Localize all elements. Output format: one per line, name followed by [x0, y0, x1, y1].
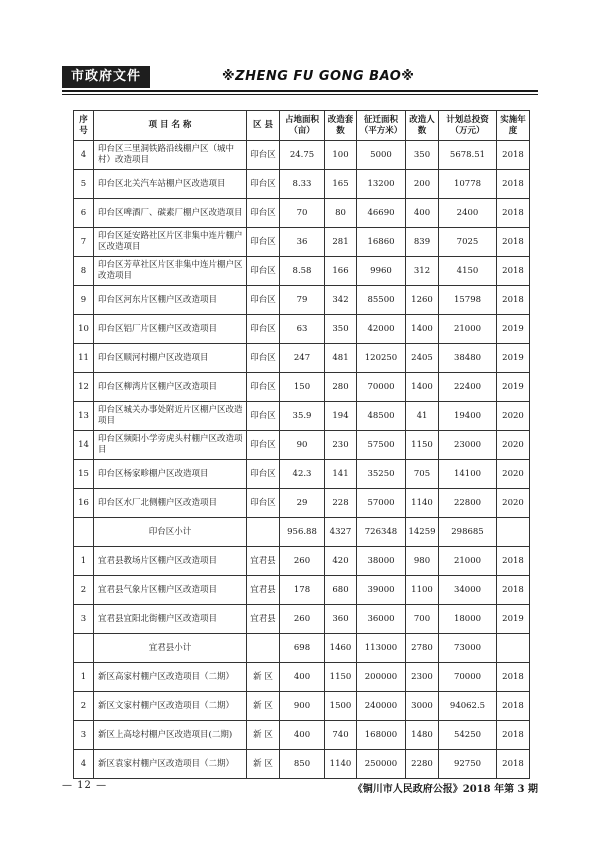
cell-year: 2018	[497, 170, 530, 199]
cell-district: 印台区	[247, 402, 280, 431]
cell-units: 281	[325, 228, 357, 257]
cell-people: 2780	[406, 634, 439, 663]
cell-people: 839	[406, 228, 439, 257]
page-header	[62, 66, 538, 88]
table-row	[74, 663, 530, 692]
cell-people: 1100	[406, 576, 439, 605]
section-tag: 市政府文件	[62, 66, 150, 88]
cell-name: 印台区城关办事处附近片区棚户区改造项目	[94, 402, 247, 431]
cell-area: 79	[280, 286, 325, 315]
cell-units: 360	[325, 605, 357, 634]
cell-area: 178	[280, 576, 325, 605]
table-row	[74, 344, 530, 373]
cell-district: 印台区	[247, 286, 280, 315]
cell-investment: 10778	[439, 170, 497, 199]
cell-year: 2020	[497, 489, 530, 518]
subtotal-row	[74, 634, 530, 663]
cell-people: 1260	[406, 286, 439, 315]
cell-people: 1140	[406, 489, 439, 518]
cell-people: 2300	[406, 663, 439, 692]
cell-units: 166	[325, 257, 357, 286]
cell-demolition: 35250	[357, 460, 406, 489]
cell-units: 165	[325, 170, 357, 199]
cell-name: 宜君县气象片区棚户区改造项目	[94, 576, 247, 605]
cell-district	[247, 634, 280, 663]
project-table	[73, 110, 530, 779]
cell-year: 2019	[497, 605, 530, 634]
cell-area: 247	[280, 344, 325, 373]
cell-no: 5	[74, 170, 94, 199]
cell-people: 2280	[406, 750, 439, 779]
cell-year	[497, 634, 530, 663]
cell-no: 16	[74, 489, 94, 518]
cell-investment: 73000	[439, 634, 497, 663]
cell-name: 印台区啤酒厂、碳素厂棚户区改造项目	[94, 199, 247, 228]
cell-year	[497, 518, 530, 547]
subtotal-label: 宜君县小计	[94, 634, 247, 663]
col-header-no: 序号	[74, 111, 94, 141]
table-body	[74, 141, 530, 779]
cell-people: 312	[406, 257, 439, 286]
gazette-title: ※ZHENG FU GONG BAO※	[222, 69, 415, 84]
cell-name: 宜君县宜阳北街棚户区改造项目	[94, 605, 247, 634]
cell-investment: 34000	[439, 576, 497, 605]
table-row	[74, 489, 530, 518]
cell-year: 2018	[497, 576, 530, 605]
cell-units: 420	[325, 547, 357, 576]
col-header-area: 占地面积（亩）	[280, 111, 325, 141]
cell-units: 1460	[325, 634, 357, 663]
cell-district: 新 区	[247, 663, 280, 692]
cell-area: 400	[280, 721, 325, 750]
cell-demolition: 42000	[357, 315, 406, 344]
cell-name: 印台区杨家畛棚户区改造项目	[94, 460, 247, 489]
cell-district: 宜君县	[247, 605, 280, 634]
cell-units: 342	[325, 286, 357, 315]
cell-investment: 21000	[439, 547, 497, 576]
cell-name: 印台区北关汽车站棚户区改造项目	[94, 170, 247, 199]
cell-no: 7	[74, 228, 94, 257]
cell-investment: 298685	[439, 518, 497, 547]
cell-area: 29	[280, 489, 325, 518]
cell-year: 2019	[497, 344, 530, 373]
table-row	[74, 605, 530, 634]
cell-name: 新区上高埝村棚户区改造项目(二期)	[94, 721, 247, 750]
table-header	[74, 111, 530, 141]
cell-no	[74, 634, 94, 663]
cell-demolition: 120250	[357, 344, 406, 373]
cell-year: 2019	[497, 315, 530, 344]
cell-year: 2020	[497, 460, 530, 489]
table-row	[74, 257, 530, 286]
cell-district: 印台区	[247, 373, 280, 402]
cell-investment: 15798	[439, 286, 497, 315]
cell-people: 400	[406, 199, 439, 228]
cell-year: 2018	[497, 663, 530, 692]
cell-investment: 4150	[439, 257, 497, 286]
cell-name: 印台区延安路社区片区非集中连片棚户区改造项目	[94, 228, 247, 257]
cell-demolition: 48500	[357, 402, 406, 431]
table-row	[74, 373, 530, 402]
cell-demolition: 57500	[357, 431, 406, 460]
cell-district: 印台区	[247, 257, 280, 286]
cell-people: 1400	[406, 315, 439, 344]
cell-people: 700	[406, 605, 439, 634]
cell-area: 400	[280, 663, 325, 692]
cell-demolition: 9960	[357, 257, 406, 286]
cell-area: 850	[280, 750, 325, 779]
cell-investment: 70000	[439, 663, 497, 692]
cell-investment: 94062.5	[439, 692, 497, 721]
cell-year: 2020	[497, 431, 530, 460]
cell-name: 新区文家村棚户区改造项目（二期）	[94, 692, 247, 721]
cell-no: 2	[74, 576, 94, 605]
table-row	[74, 199, 530, 228]
table-row	[74, 460, 530, 489]
cell-name: 印台区芳草社区片区非集中连片棚户区改造项目	[94, 257, 247, 286]
table-row	[74, 692, 530, 721]
cell-year: 2020	[497, 402, 530, 431]
cell-no: 6	[74, 199, 94, 228]
table-row	[74, 721, 530, 750]
cell-district: 印台区	[247, 228, 280, 257]
cell-investment: 92750	[439, 750, 497, 779]
cell-district	[247, 518, 280, 547]
cell-investment: 54250	[439, 721, 497, 750]
table-row	[74, 547, 530, 576]
cell-year: 2018	[497, 228, 530, 257]
cell-year: 2018	[497, 199, 530, 228]
cell-name: 新区袁家村棚户区改造项目（二期）	[94, 750, 247, 779]
cell-units: 100	[325, 141, 357, 170]
cell-district: 宜君县	[247, 576, 280, 605]
cell-people: 14259	[406, 518, 439, 547]
cell-investment: 5678.51	[439, 141, 497, 170]
cell-name: 印台区频阳小学旁虎头村棚户区改造项目	[94, 431, 247, 460]
cell-investment: 18000	[439, 605, 497, 634]
cell-demolition: 200000	[357, 663, 406, 692]
cell-demolition: 46690	[357, 199, 406, 228]
cell-demolition: 70000	[357, 373, 406, 402]
cell-no: 1	[74, 547, 94, 576]
cell-district: 印台区	[247, 170, 280, 199]
cell-demolition: 113000	[357, 634, 406, 663]
col-header-people: 改造人数	[406, 111, 439, 141]
cell-demolition: 168000	[357, 721, 406, 750]
col-header-name: 项 目 名 称	[94, 111, 247, 141]
cell-area: 260	[280, 547, 325, 576]
cell-units: 481	[325, 344, 357, 373]
cell-people: 705	[406, 460, 439, 489]
cell-no: 11	[74, 344, 94, 373]
cell-area: 70	[280, 199, 325, 228]
cell-units: 1150	[325, 663, 357, 692]
table-row	[74, 402, 530, 431]
cell-name: 印台区柳湾片区棚户区改造项目	[94, 373, 247, 402]
subtotal-label: 印台区小计	[94, 518, 247, 547]
table-row	[74, 576, 530, 605]
cell-year: 2018	[497, 286, 530, 315]
cell-investment: 38480	[439, 344, 497, 373]
cell-year: 2018	[497, 692, 530, 721]
cell-area: 698	[280, 634, 325, 663]
cell-people: 350	[406, 141, 439, 170]
cell-demolition: 85500	[357, 286, 406, 315]
cell-demolition: 16860	[357, 228, 406, 257]
cell-units: 280	[325, 373, 357, 402]
cell-units: 141	[325, 460, 357, 489]
cell-area: 24.75	[280, 141, 325, 170]
cell-people: 41	[406, 402, 439, 431]
cell-units: 4327	[325, 518, 357, 547]
cell-area: 8.33	[280, 170, 325, 199]
cell-no: 4	[74, 750, 94, 779]
cell-investment: 19400	[439, 402, 497, 431]
cell-demolition: 39000	[357, 576, 406, 605]
cell-year: 2018	[497, 721, 530, 750]
cell-no: 4	[74, 141, 94, 170]
cell-area: 956.88	[280, 518, 325, 547]
cell-demolition: 5000	[357, 141, 406, 170]
table-row	[74, 141, 530, 170]
cell-people: 1400	[406, 373, 439, 402]
cell-investment: 2400	[439, 199, 497, 228]
col-header-units: 改造套数	[325, 111, 357, 141]
cell-no: 9	[74, 286, 94, 315]
cell-district: 新 区	[247, 721, 280, 750]
cell-area: 260	[280, 605, 325, 634]
cell-year: 2018	[497, 547, 530, 576]
cell-name: 印台区三里洞铁路沿线棚户区（城中村）改造项目	[94, 141, 247, 170]
cell-area: 63	[280, 315, 325, 344]
cell-no: 8	[74, 257, 94, 286]
cell-name: 印台区水厂北侧棚户区改造项目	[94, 489, 247, 518]
cell-demolition: 240000	[357, 692, 406, 721]
cell-area: 900	[280, 692, 325, 721]
col-header-investment: 计划总投资（万元）	[439, 111, 497, 141]
cell-no: 3	[74, 721, 94, 750]
cell-investment: 23000	[439, 431, 497, 460]
cell-people: 980	[406, 547, 439, 576]
table-row	[74, 286, 530, 315]
cell-district: 印台区	[247, 431, 280, 460]
cell-people: 2405	[406, 344, 439, 373]
cell-no: 13	[74, 402, 94, 431]
cell-district: 印台区	[247, 344, 280, 373]
cell-no: 2	[74, 692, 94, 721]
cell-area: 42.3	[280, 460, 325, 489]
cell-units: 80	[325, 199, 357, 228]
header-rule-thick	[62, 90, 538, 92]
subtotal-row	[74, 518, 530, 547]
table-row	[74, 228, 530, 257]
cell-name: 印台区顺河村棚户区改造项目	[94, 344, 247, 373]
cell-investment: 22800	[439, 489, 497, 518]
cell-units: 680	[325, 576, 357, 605]
cell-no: 1	[74, 663, 94, 692]
cell-no: 12	[74, 373, 94, 402]
cell-investment: 14100	[439, 460, 497, 489]
cell-area: 35.9	[280, 402, 325, 431]
col-header-demolition: 征迁面积（平方米）	[357, 111, 406, 141]
cell-district: 新 区	[247, 692, 280, 721]
cell-demolition: 57000	[357, 489, 406, 518]
cell-district: 印台区	[247, 460, 280, 489]
cell-no: 3	[74, 605, 94, 634]
cell-no	[74, 518, 94, 547]
cell-no: 10	[74, 315, 94, 344]
col-header-district: 区 县	[247, 111, 280, 141]
cell-units: 228	[325, 489, 357, 518]
cell-year: 2018	[497, 257, 530, 286]
publication-title: 《铜川市人民政府公报》2018 年第 3 期	[352, 784, 538, 795]
cell-people: 3000	[406, 692, 439, 721]
cell-demolition: 36000	[357, 605, 406, 634]
cell-no: 14	[74, 431, 94, 460]
table-row	[74, 170, 530, 199]
cell-units: 194	[325, 402, 357, 431]
cell-year: 2018	[497, 141, 530, 170]
cell-area: 8.58	[280, 257, 325, 286]
cell-area: 90	[280, 431, 325, 460]
cell-investment: 7025	[439, 228, 497, 257]
cell-district: 新 区	[247, 750, 280, 779]
cell-people: 1480	[406, 721, 439, 750]
col-header-year: 实施年度	[497, 111, 530, 141]
cell-district: 宜君县	[247, 547, 280, 576]
cell-demolition: 726348	[357, 518, 406, 547]
cell-investment: 21000	[439, 315, 497, 344]
cell-units: 1500	[325, 692, 357, 721]
header-rule-thin	[62, 94, 538, 95]
cell-units: 1140	[325, 750, 357, 779]
table-row	[74, 750, 530, 779]
cell-district: 印台区	[247, 199, 280, 228]
cell-name: 印台区河东片区棚户区改造项目	[94, 286, 247, 315]
cell-district: 印台区	[247, 141, 280, 170]
cell-units: 230	[325, 431, 357, 460]
cell-demolition: 38000	[357, 547, 406, 576]
page-number: — 12 —	[62, 780, 108, 791]
cell-year: 2019	[497, 373, 530, 402]
cell-units: 350	[325, 315, 357, 344]
cell-area: 150	[280, 373, 325, 402]
cell-year: 2018	[497, 750, 530, 779]
table-row	[74, 315, 530, 344]
cell-no: 15	[74, 460, 94, 489]
cell-district: 印台区	[247, 315, 280, 344]
cell-people: 1150	[406, 431, 439, 460]
cell-units: 740	[325, 721, 357, 750]
cell-demolition: 13200	[357, 170, 406, 199]
table-row	[74, 431, 530, 460]
cell-investment: 22400	[439, 373, 497, 402]
cell-people: 200	[406, 170, 439, 199]
cell-name: 新区高家村棚户区改造项目（二期）	[94, 663, 247, 692]
cell-name: 印台区铝厂片区棚户区改造项目	[94, 315, 247, 344]
cell-district: 印台区	[247, 489, 280, 518]
cell-demolition: 250000	[357, 750, 406, 779]
cell-name: 宜君县教场片区棚户区改造项目	[94, 547, 247, 576]
cell-area: 36	[280, 228, 325, 257]
